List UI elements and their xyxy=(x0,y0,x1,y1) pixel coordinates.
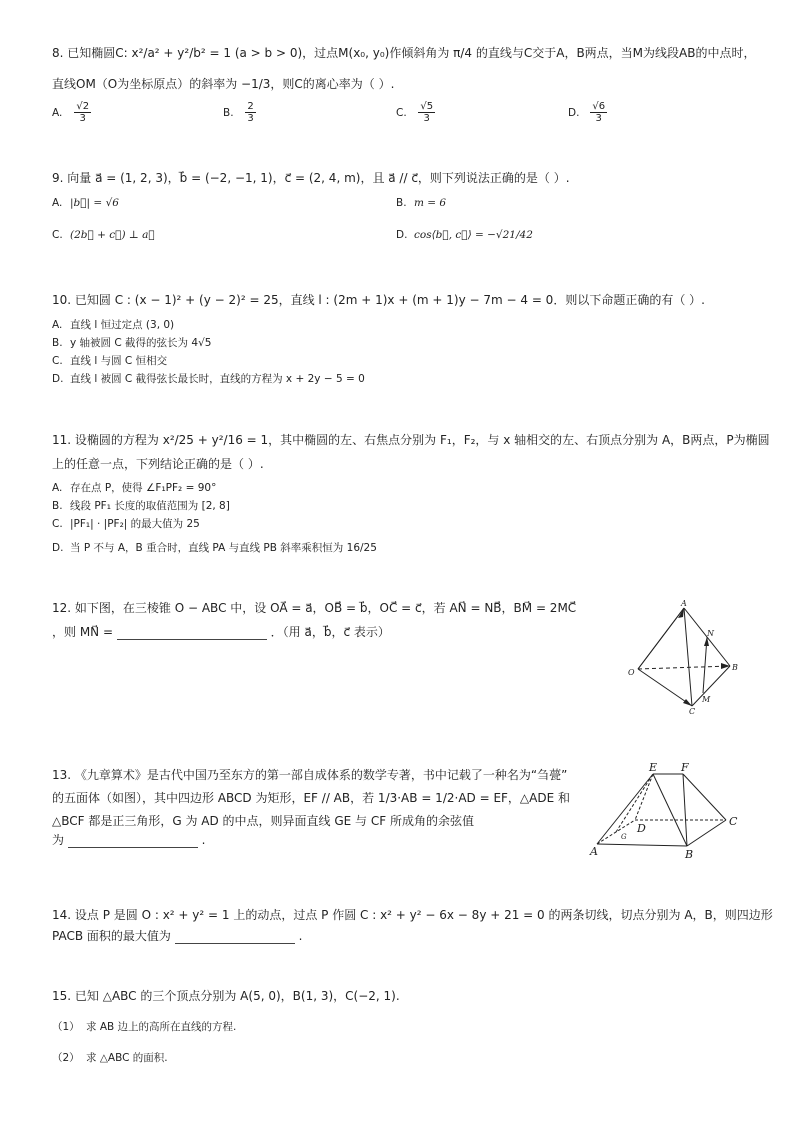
q11-option-b xyxy=(52,499,230,513)
edge-cb xyxy=(692,666,730,706)
fraction-denominator: 3 xyxy=(423,113,430,124)
q14-line2-suffix: . xyxy=(298,929,303,943)
q8-option-a xyxy=(52,101,92,124)
fraction-denominator: 3 xyxy=(79,113,86,124)
option-text: y 轴被圆 C 截得的弦长为 4√5 xyxy=(70,337,212,349)
option-text: 当 P 不与 A，B 重合时，直线 PA 与直线 PB 斜率乘积恒为 16/25 xyxy=(70,542,377,554)
q13-answer-blank[interactable] xyxy=(68,835,198,848)
q13-line4-suffix: . xyxy=(201,833,206,847)
q9-option-a xyxy=(52,196,119,210)
option-label: C. xyxy=(52,229,63,241)
option-label: D. xyxy=(568,106,580,119)
q11-option-c xyxy=(52,517,200,531)
q9-option-c xyxy=(52,228,155,242)
q13-stem-line1: 13. 《九章算术》是古代中国乃至东方的第一部自成体系的数学专著，书中记载了一种名为“刍甍” xyxy=(52,768,568,782)
fraction-denominator: 3 xyxy=(247,113,254,124)
label-b: B xyxy=(685,848,694,861)
q8-option-b xyxy=(223,101,257,124)
label-m: M xyxy=(702,695,711,704)
fraction-numerator: 2 xyxy=(247,101,254,112)
option-label: D. xyxy=(52,373,64,385)
option-fraction xyxy=(418,101,435,124)
option-text: 直线 l 被圆 C 截得弦长最长时，直线的方程为 x + 2y − 5 = 0 xyxy=(70,373,365,385)
fraction-numerator: √6 xyxy=(592,101,606,112)
label-g: G xyxy=(621,833,627,841)
label-d: D xyxy=(637,822,646,835)
option-label: C. xyxy=(396,106,407,119)
part-text: 求 △ABC 的面积. xyxy=(86,1052,168,1064)
q12-tetrahedron-figure xyxy=(620,596,750,718)
option-text: cos⟨b⃗, c⃗⟩ = −√21/42 xyxy=(414,229,533,241)
fraction-numerator: √5 xyxy=(420,101,434,112)
edge-fc xyxy=(683,774,726,820)
label-n: N xyxy=(707,629,714,638)
vector-oa xyxy=(638,608,684,669)
q15-part-2 xyxy=(52,1051,168,1065)
label-c: C xyxy=(689,707,696,716)
q11-option-a xyxy=(52,481,216,495)
option-label: D. xyxy=(396,229,408,241)
q12-line2-suffix: ．（用 a⃗，b⃗，c⃗ 表示） xyxy=(270,625,390,639)
option-fraction xyxy=(590,101,607,124)
label-e: E xyxy=(649,762,658,774)
segment-ge-hidden xyxy=(616,774,653,832)
q10-option-a xyxy=(52,318,174,332)
option-label: B. xyxy=(52,337,63,349)
edge-ed-hidden xyxy=(635,774,653,820)
q14-stem-line1: 14. 设点 P 是圆 O : x² + y² = 1 上的动点，过点 P 作圆 C : x² + y² − 6x − 8y + 21 = 0 的两条切线，切点分别为 A，B，则四边形 xyxy=(52,908,773,922)
q8-stem-line1: 8. 已知椭圆C: x²/a² + y²/b² = 1 (a > b > 0)，过点M(x₀, y₀)作倾斜角为 π/4 的直线与C交于A，B两点，当M为线段AB的中点时， xyxy=(52,46,756,60)
edge-ob-hidden xyxy=(638,666,730,669)
option-text: m = 6 xyxy=(414,197,447,209)
option-label: A. xyxy=(52,106,63,119)
fraction-numerator: √2 xyxy=(76,101,90,112)
option-label: A. xyxy=(52,319,63,331)
part-label: （1） xyxy=(52,1021,80,1033)
q15-part-1 xyxy=(52,1020,236,1034)
q14-line2-prefix: PACB 面积的最大值为 xyxy=(52,929,171,943)
q9-option-d xyxy=(396,228,533,242)
option-label: C. xyxy=(52,355,63,367)
edge-bc xyxy=(687,820,726,846)
option-label: B. xyxy=(396,197,407,209)
q10-stem: 10. 已知圆 C : (x − 1)² + (y − 2)² = 25，直线 l : (2m + 1)x + (m + 1)y − 7m − 4 = 0．则以下命题正确的有（ ）. xyxy=(52,293,705,307)
option-text: |b⃗| = √6 xyxy=(70,197,119,209)
q10-option-b xyxy=(52,336,211,350)
q13-stem-line2: 的五面体（如图），其中四边形 ABCD 为矩形，EF // AB，若 1/3·AB = 1/2·AD = EF，△ADE 和 xyxy=(52,791,571,805)
option-label: A. xyxy=(52,197,63,209)
option-text: 直线 l 与圆 C 恒相交 xyxy=(70,355,168,367)
q9-stem: 9. 向量 a⃗ = (1, 2, 3)，b⃗ = (−2, −1, 1)，c⃗ = (2, 4, m)，且 a⃗ // c⃗，则下列说法正确的是（ ）. xyxy=(52,171,570,185)
option-fraction xyxy=(74,101,91,124)
label-f: F xyxy=(681,762,689,774)
label-b: B xyxy=(732,663,738,672)
part-text: 求 AB 边上的高所在直线的方程. xyxy=(86,1021,237,1033)
q12-answer-blank[interactable] xyxy=(117,627,267,640)
option-label: A. xyxy=(52,482,63,494)
fraction-denominator: 3 xyxy=(595,113,602,124)
q10-option-d xyxy=(52,372,365,386)
q8-option-d xyxy=(568,101,608,124)
label-a: A xyxy=(590,845,598,858)
option-label: B. xyxy=(52,500,63,512)
option-label: D. xyxy=(52,542,64,554)
q13-stem-line4 xyxy=(52,832,206,848)
q11-stem-line1: 11. 设椭圆的方程为 x²/25 + y²/16 = 1，其中椭圆的左、右焦点分别为 F₁，F₂，与 x 轴相交的左、右顶点分别为 A，B两点，P为椭圆 xyxy=(52,433,770,447)
q14-stem-line2 xyxy=(52,928,302,944)
arrowhead-c xyxy=(683,699,692,706)
q9-option-b xyxy=(396,196,446,210)
edge-oc xyxy=(638,669,692,706)
option-label: C. xyxy=(52,518,63,530)
option-text: 直线 l 恒过定点 (3, 0) xyxy=(70,319,175,331)
part-label: （2） xyxy=(52,1052,80,1064)
q13-stem-line3: △BCF 都是正三角形，G 为 AD 的中点，则异面直线 GE 与 CF 所成角的余弦值 xyxy=(52,814,474,828)
q15-stem: 15. 已知 △ABC 的三个顶点分别为 A(5, 0)，B(1, 3)，C(−2, 1). xyxy=(52,989,400,1003)
option-text: |PF₁| · |PF₂| 的最大值为 25 xyxy=(70,518,200,530)
q11-option-d xyxy=(52,541,377,555)
option-text: (2b⃗ + c⃗) ⊥ a⃗ xyxy=(70,229,155,241)
q8-stem-line2: 直线OM（O为坐标原点）的斜率为 −1/3，则C的离心率为（ ）. xyxy=(52,77,395,91)
q8-option-c xyxy=(396,101,436,124)
q13-polyhedron-figure xyxy=(585,762,745,862)
q11-stem-line2: 上的任意一点，下列结论正确的是（ ）. xyxy=(52,457,264,471)
option-text: 存在点 P，使得 ∠F₁PF₂ = 90° xyxy=(70,482,217,494)
q12-stem-line2 xyxy=(52,624,390,640)
option-label: B. xyxy=(223,106,234,119)
label-o: O xyxy=(628,668,635,677)
edge-eb xyxy=(653,774,687,846)
q12-line2-prefix: ，则 MN⃗ = xyxy=(52,625,114,639)
edge-fb xyxy=(683,774,687,846)
option-text: 线段 PF₁ 长度的取值范围为 [2, 8] xyxy=(70,500,230,512)
q12-stem-line1: 12. 如下图，在三棱锥 O − ABC 中，设 OA⃗ = a⃗，OB⃗ = b⃗，OC⃗ = c⃗，若 AN⃗ = NB⃗，BM⃗ = 2MC⃗ xyxy=(52,601,577,615)
option-fraction xyxy=(245,101,255,124)
q10-option-c xyxy=(52,354,167,368)
label-a: A xyxy=(681,599,687,608)
label-c: C xyxy=(729,815,738,828)
q14-answer-blank[interactable] xyxy=(175,931,295,944)
edge-ab xyxy=(597,844,687,846)
q13-line4-prefix: 为 xyxy=(52,833,65,847)
edge-ac xyxy=(684,608,692,706)
